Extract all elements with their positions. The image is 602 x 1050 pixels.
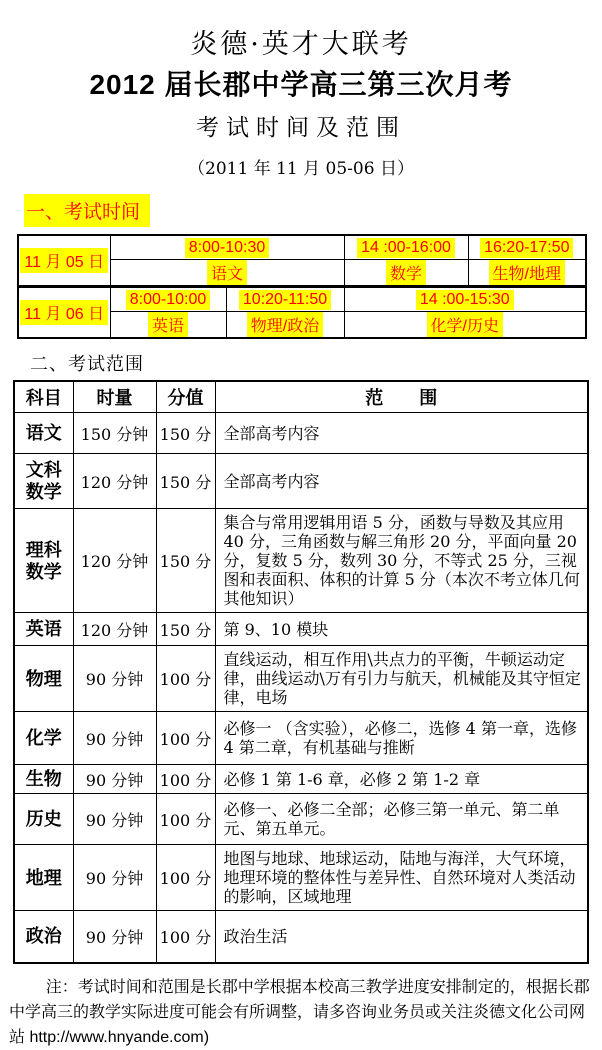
subject-cell: 地理 bbox=[14, 845, 73, 911]
score-cell: 100 分 bbox=[156, 794, 215, 845]
time-text: 16:20-17:50 bbox=[480, 238, 573, 258]
exam-scope-table bbox=[13, 380, 589, 964]
subject-text: 数学 bbox=[386, 260, 426, 285]
exam-time-table bbox=[17, 234, 587, 339]
table-row bbox=[14, 794, 588, 845]
time-text: 14 :00-16:00 bbox=[357, 238, 455, 258]
subject-cell bbox=[110, 260, 344, 287]
time-text: 8:00-10:30 bbox=[185, 238, 270, 258]
footer-note: 注：考试时间和范围是长郡中学根据本校高三教学进度安排制定的，根据长郡中学高三的教学实际进度可能会有所调整，请多咨询业务员或关注炎德文化公司网站 http://www.hnyande.com) bbox=[9, 978, 590, 1046]
col-header-subject: 科目 bbox=[14, 381, 73, 413]
section-heading-exam-time bbox=[24, 194, 602, 227]
time-cell bbox=[110, 235, 344, 260]
time-cell bbox=[468, 235, 586, 260]
subject-cell: 语文 bbox=[14, 413, 73, 454]
score-cell: 150 分 bbox=[156, 613, 215, 646]
scope-cell: 第 9、10 模块 bbox=[215, 613, 588, 646]
duration-cell: 150 分钟 bbox=[73, 413, 156, 454]
subject-text: 生物/地理 bbox=[489, 260, 565, 285]
table-row-day1-times bbox=[18, 235, 586, 260]
score-cell: 150 分 bbox=[156, 509, 215, 613]
score-cell: 150 分 bbox=[156, 413, 215, 454]
score-cell: 100 分 bbox=[156, 712, 215, 765]
subject-cell: 物理 bbox=[14, 646, 73, 712]
duration-cell: 120 分钟 bbox=[73, 509, 156, 613]
table-row bbox=[14, 413, 588, 454]
table-row bbox=[14, 454, 588, 509]
table-row-day2-times bbox=[18, 287, 586, 312]
scope-cell: 政治生活 bbox=[215, 911, 588, 963]
duration-cell: 90 分钟 bbox=[73, 765, 156, 794]
scope-cell: 必修一、必修二全部；必修三第一单元、第二单元、第五单元。 bbox=[215, 794, 588, 845]
subject-cell bbox=[344, 312, 586, 339]
time-text: 10:20-11:50 bbox=[239, 290, 331, 310]
subject-cell bbox=[110, 312, 226, 339]
time-cell bbox=[226, 287, 344, 312]
date-cell-day2 bbox=[18, 287, 110, 339]
subject-cell: 政治 bbox=[14, 911, 73, 963]
col-header-scope: 范 围 bbox=[215, 381, 588, 413]
subject-cell: 化学 bbox=[14, 712, 73, 765]
col-header-score: 分值 bbox=[156, 381, 215, 413]
scope-cell: 直线运动，相互作用\共点力的平衡，牛顿运动定律，曲线运动\万有引力与航天，机械能及其守恒定律，电场 bbox=[215, 646, 588, 712]
duration-cell: 90 分钟 bbox=[73, 845, 156, 911]
table-header-row bbox=[14, 381, 588, 413]
score-cell: 100 分 bbox=[156, 765, 215, 794]
subject-text: 英语 bbox=[148, 312, 188, 337]
section-heading-exam-scope: 二、考试范围 bbox=[30, 354, 144, 374]
subject-text: 物理/政治 bbox=[247, 312, 323, 337]
duration-cell: 90 分钟 bbox=[73, 794, 156, 845]
exam-time-heading-highlight: 一、考试时间 bbox=[24, 194, 150, 227]
date-text-day1: 11 月 05 日 bbox=[20, 248, 108, 273]
subtitle: 考试时间及范围 bbox=[196, 115, 406, 141]
duration-cell: 90 分钟 bbox=[73, 712, 156, 765]
scope-cell: 集合与常用逻辑用语 5 分，函数与导数及其应用 40 分，三角函数与解三角形 20 分，平面向量 20 分，复数 5 分，数列 30 分，不等式 25 分，三视图和表面积、体积的计算 5 分（本次不考立体几何其他知识） bbox=[215, 509, 588, 613]
duration-cell: 120 分钟 bbox=[73, 613, 156, 646]
time-cell bbox=[110, 287, 226, 312]
scope-cell: 地图与地球、地球运动，陆地与海洋，大气环境，地理环境的整体性与差异性、自然环境对人类活动的影响，区域地理 bbox=[215, 845, 588, 911]
table-row bbox=[14, 509, 588, 613]
subject-cell: 文科数学 bbox=[14, 454, 73, 509]
subject-cell bbox=[226, 312, 344, 339]
date-cell-day1 bbox=[18, 235, 110, 287]
table-row bbox=[14, 613, 588, 646]
subject-cell bbox=[344, 260, 468, 287]
score-cell: 100 分 bbox=[156, 646, 215, 712]
scope-cell: 全部高考内容 bbox=[215, 413, 588, 454]
subject-cell bbox=[468, 260, 586, 287]
date-text-day2: 11 月 06 日 bbox=[20, 300, 108, 325]
brand-title: 炎德·英才大联考 bbox=[190, 29, 412, 60]
date-line: （2011 年 11 月 05-06 日） bbox=[188, 159, 414, 179]
scope-cell: 必修 1 第 1-6 章，必修 2 第 1-2 章 bbox=[215, 765, 588, 794]
time-text: 8:00-10:00 bbox=[126, 290, 211, 310]
subject-text: 语文 bbox=[207, 260, 247, 285]
subject-cell: 英语 bbox=[14, 613, 73, 646]
table-row bbox=[14, 765, 588, 794]
subject-cell: 生物 bbox=[14, 765, 73, 794]
subject-cell: 理科数学 bbox=[14, 509, 73, 613]
time-text: 14 :00-15:30 bbox=[416, 290, 514, 310]
table-row bbox=[14, 845, 588, 911]
subject-cell: 历史 bbox=[14, 794, 73, 845]
duration-cell: 90 分钟 bbox=[73, 911, 156, 963]
time-cell bbox=[344, 287, 586, 312]
table-row bbox=[14, 712, 588, 765]
scope-cell: 必修一 （含实验），必修二，选修 4 第一章，选修 4 第二章，有机基础与推断 bbox=[215, 712, 588, 765]
score-cell: 100 分 bbox=[156, 845, 215, 911]
table-row bbox=[14, 646, 588, 712]
scope-cell: 全部高考内容 bbox=[215, 454, 588, 509]
duration-cell: 90 分钟 bbox=[73, 646, 156, 712]
col-header-duration: 时量 bbox=[73, 381, 156, 413]
table-row bbox=[14, 911, 588, 963]
duration-cell: 120 分钟 bbox=[73, 454, 156, 509]
time-cell bbox=[344, 235, 468, 260]
subject-text: 化学/历史 bbox=[427, 312, 503, 337]
exam-title: 2012 届长郡中学高三第三次月考 bbox=[89, 69, 513, 100]
score-cell: 150 分 bbox=[156, 454, 215, 509]
score-cell: 100 分 bbox=[156, 911, 215, 963]
